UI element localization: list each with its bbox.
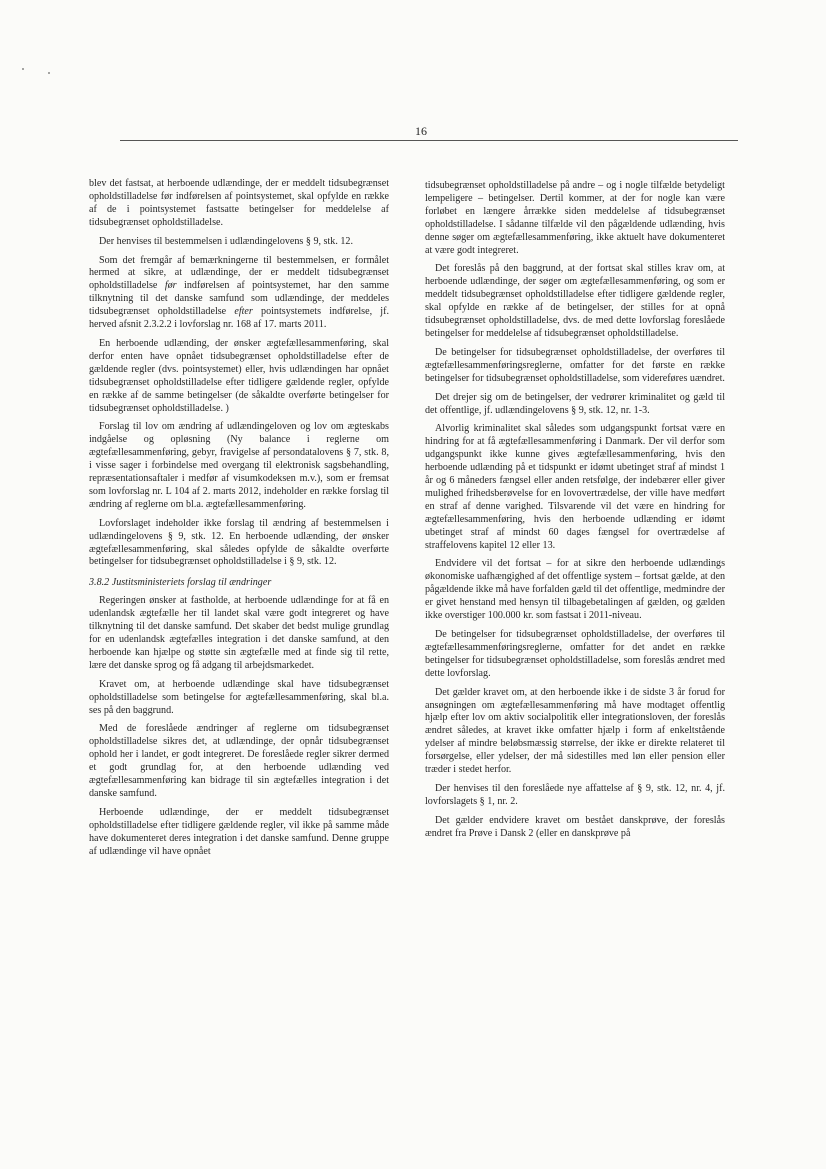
paragraph: Der henvises til den foreslåede nye affattelse af § 9, stk. 12, nr. 4, jf. lovforslagets § 1, nr. 2. [425,782,725,807]
text-run: pointsystemets indførelse, jf. herved afsnit 2.3.2.2 i lovforslag nr. 168 af 17. marts 2011. [89,306,389,331]
paragraph: blev det fastsat, at herboende udlændinge, der er meddelt tidsubegrænset opholdstilladelse før indførelsen af pointsystemet, skal opfylde en række af de i pointsystemet fastsatte betingelser for meddelelse af tidsubegrænset opholdstilladelse. [89,178,389,228]
text-run: Som det fremgår af bemærkningerne til bestemmelsen, er formålet hermed at sikre, at udlændinge, der er meddelt tidsubegrænset opholdstilladelse [89,254,389,292]
paragraph: Regeringen ønsker at fastholde, at herboende udlændinge for at få en udenlandsk ægtefælle her til landet skal være godt integreret og have tilknytning til det danske samfund. Det skaber det bedst mulige grundlag for en udenlandsk ægtefælles integration i det danske samfund, at den herboende kan hjælpe og støtte sin ægtefælle med at finde sig til rette, lære det danske sprog og få adgang til arbejdsmarkedet. [89,595,389,671]
paragraph: De betingelser for tidsubegrænset opholdstilladelse, der overføres til ægtefællesammenføringsreglerne, omfatter for det andet en række betingelser for tidsubegrænset opholdstilladelse, som foreslås ændret med dette lovforslag. [425,629,725,679]
emphasis: før [164,280,177,292]
paragraph [89,255,389,332]
paragraph: Det gælder endvidere kravet om bestået danskprøve, der foreslås ændret fra Prøve i Dansk 2 (eller en danskprøve på [425,814,725,839]
paragraph: Med de foreslåede ændringer af reglerne om tidsubegrænset opholdstilladelse sikres det, at udlændinge, der opnår tidsubegrænset ophold her i landet, er godt integreret. De foreslåede regler sikrer dermed et godt grundlag for, at den herboende udlænding ved ægtefællesammenføring kan bidrage til sin ægtefælles integration i det danske samfund. [89,723,389,799]
paragraph: Kravet om, at herboende udlændinge skal have tidsubegrænset opholdstilladelse som betingelse for ægtefællesammenføring, skal bl.a. ses på den baggrund. [89,678,389,716]
paragraph: Lovforslaget indeholder ikke forslag til ændring af bestemmelsen i udlændingelovens § 9, stk. 12. En herboende udlænding, der ønsker ægtefællesammenføring, skal således opfylde de såkaldte overførte betingelser for tidsubegrænset opholdstilladelse i § 9, stk. 12. [89,517,389,568]
text-run: indførelsen af pointsystemet, har den samme tilknytning til det danske samfund som udlændinge, der meddeles tidsubegrænset opholdstilladelse [89,280,389,318]
paragraph: tidsubegrænset opholdstilladelse på andre – og i nogle tilfælde betydeligt lempeligere – betingelser. Dertil kommer, at der for nogle kan være forløbet en længere årrække siden meddelelse af tidsubegrænset opholdstilladelse. I sådanne tilfælde vil den pågældende udlænding, hvis denne søger om ægtefællesammenføring, ikke aktuelt have dokumenteret at være godt integreret. [425,180,725,256]
scan-speck [22,68,24,70]
paragraph: De betingelser for tidsubegrænset opholdstilladelse, der overføres til ægtefællesammenføringsreglerne, omfatter for det første en række betingelser for tidsubegrænset opholdstilladelse, som videreføres uændret. [425,346,725,384]
paragraph: Herboende udlændinge, der er meddelt tidsubegrænset opholdstilladelse efter tidligere gældende regler, vil ikke på samme måde have dokumenteret deres integration i det danske samfund. Denne gruppe af udlændinge vil have opnået [89,806,389,857]
paragraph: Det gælder kravet om, at den herboende ikke i de sidste 3 år forud for ansøgningen om ægtefællesammenføring må have modtaget offentlig hjælp efter lov om aktiv socialpolitik eller integrationsloven, der foreslås ændret således, at kravet ikke omfatter hjælp i form af enkeltstående ydelser af mindre beløbsmæssig størrelse, der ikke er direkte relateret til forsørgelse, eller ydelser, der må sidestilles med løn eller pension eller træder i stedet herfor. [425,686,725,776]
paragraph: Det drejer sig om de betingelser, der vedrører kriminalitet og gæld til det offentlige, jf. udlændingelovens § 9, stk. 12, nr. 1-3. [425,391,725,416]
section-heading: 3.8.2 Justitsministeriets forslag til ændringer [89,577,272,589]
emphasis: efter [234,306,253,318]
scan-speck [48,72,50,74]
paragraph: Der henvises til bestemmelsen i udlændingelovens § 9, stk. 12. [99,235,353,247]
header-rule [120,140,738,141]
page-number: 16 [415,124,427,138]
paragraph: Alvorlig kriminalitet skal således som udgangspunkt fortsat være en hindring for at få ægtefællesammenføring i Danmark. Der vil derfor som udgangspunkt ikke kunne gives ægtefællesammenføring, hvis den herboende udlænding på et tidspunkt er idømt ubetinget straf af mindst 1 år og 6 måneders fængsel eller anden retsfølge, der indebærer eller giver mulighed frihedsberøvelse for en lovovertrædelse, der ville have medført en straf af denne varighed. Tilsvarende vil det være en hindring for ægtefællesammenføring, hvis den herboende udlænding er idømt ubetinget straf af mindst 60 dages fængsel for overtrædelse af straffelovens kapitel 12 eller 13. [425,423,725,551]
paragraph: Forslag til lov om ændring af udlændingeloven og lov om ægteskabs indgåelse og opløsning (Ny balance i reglerne om ægtefællesammenføring, gebyr, fravigelse af persondatalovens § 7, stk. 8, i visse sager i forbindelse med overgang til elektronisk sagsbehandling, repræsentationsaftaler i medfør af visumkodeksen m.v.), som er fremsat som lovforslag nr. L 104 af 2. marts 2012, indeholder en række forslag til ændring af reglerne om bl.a. ægtefællesammenføring. [89,421,389,510]
paragraph: Endvidere vil det fortsat – for at sikre den herboende udlændings økonomiske uafhængighed af det offentlige system – fortsat gælde, at den pågældende ikke må have forfalden gæld til det offentlige, medmindre der er givet henstand med hensyn til tilbagebetalingen af gælden, og gælden ikke overstiger 100.000 kr. som fastsat i 2011-niveau. [425,558,726,622]
right-column [425,180,725,847]
paragraph: En herboende udlænding, der ønsker ægtefællesammenføring, skal derfor enten have opnået tidsubegrænset opholdstilladelse efter de gældende regler (dvs. pointsystemet) eller, hvis udlændingen har opnået tidsubegrænset opholdstilladelse efter tidligere gældende regler, opfylde en række af de samme betingelser (de såkaldte overførte betingelser for tidsubegrænset opholdstilladelse. ) [89,337,389,414]
left-column [89,178,389,865]
paragraph: Det foreslås på den baggrund, at der fortsat skal stilles krav om, at herboende udlændinge, der søger om ægtefællesammenføring, og som er meddelt tidsubegrænset opholdstilladelse efter tidligere gældende regler, skal opfylde en række af de betingelser, der stilles for at opnå tidsubegrænset opholdstilladelse, dvs. de med dette lovforslag foreslåede betingelser for meddelelse af tidsubegrænset opholdstilladelse. [425,263,725,339]
